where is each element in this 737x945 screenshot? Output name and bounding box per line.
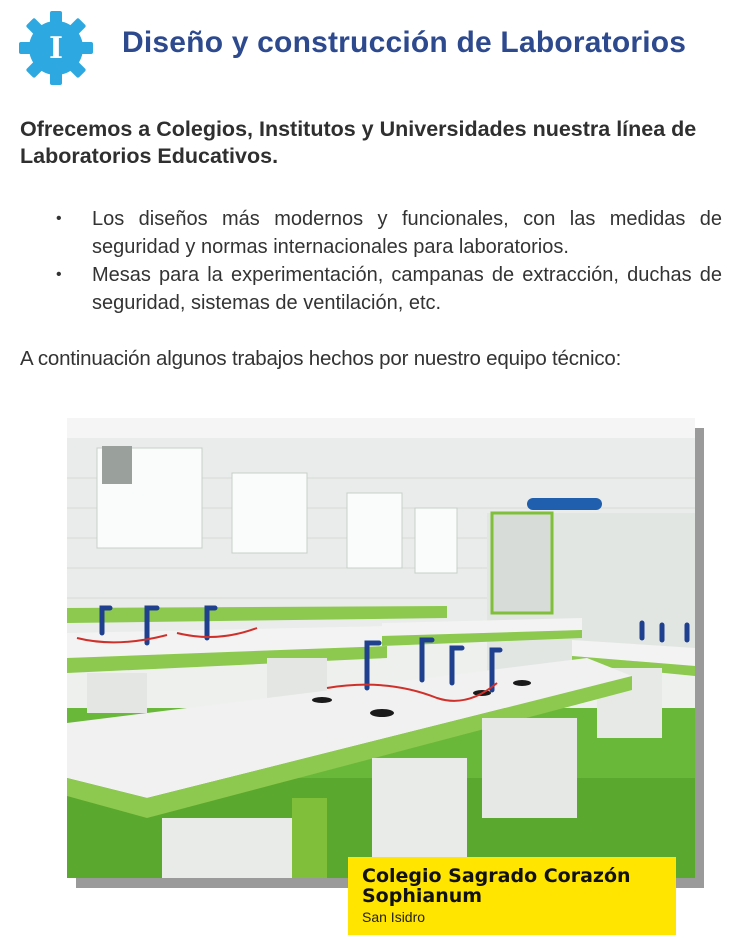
caption-school-name-line2: Sophianum xyxy=(362,885,483,907)
caption-place: San Isidro xyxy=(362,909,426,925)
badge-letter: I xyxy=(48,30,64,66)
feature-list xyxy=(50,205,722,317)
intro-paragraph: Ofrecemos a Colegios, Institutos y Universidades nuestra línea de Laboratorios Educativos. xyxy=(20,117,697,168)
gear-badge-icon xyxy=(16,8,96,88)
photo-caption xyxy=(348,857,676,935)
list-item-text: Los diseños más modernos y funcionales, con las medidas de seguridad y normas internacionales para laboratorios. xyxy=(92,208,722,258)
list-item xyxy=(50,205,722,261)
bullet-icon: • xyxy=(56,210,62,227)
list-item xyxy=(50,261,722,317)
bullet-icon: • xyxy=(56,266,62,283)
caption-school-name: Colegio Sagrado Corazón xyxy=(362,865,631,887)
section-header xyxy=(16,8,731,88)
list-item-text: Mesas para la experimentación, campanas de extracción, duchas de seguridad, sistemas de ventilación, etc. xyxy=(92,264,722,314)
continuation-text: A continuación algunos trabajos hechos por nuestro equipo técnico: xyxy=(20,347,622,370)
page-title: Diseño y construcción de Laboratorios xyxy=(122,26,687,59)
laboratory-photo xyxy=(67,418,695,878)
